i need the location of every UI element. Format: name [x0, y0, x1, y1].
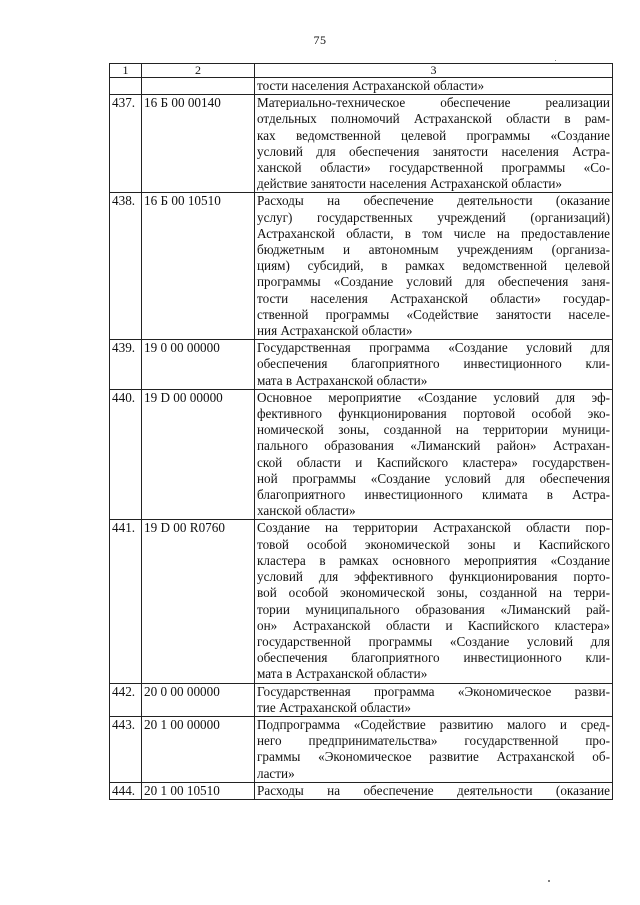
desc-line: он» Астраханской области и Каспийского кластера» [257, 617, 610, 633]
column-header-3: 3 [255, 64, 613, 78]
page-number: 75 [313, 33, 327, 47]
desc-line: пального образования «Лиманский район» Астрахан- [257, 438, 610, 454]
desc-line: ханской области» [257, 503, 356, 519]
desc-line: Создание на территории Астраханской области пор- [257, 520, 610, 536]
continuation-desc-cell [255, 78, 613, 95]
desc-line: Основное мероприятие «Создание условий для эф- [257, 389, 610, 405]
desc-line: тости населения Астраханской области» [257, 78, 485, 93]
row-number: 441. [110, 520, 142, 683]
desc-line: циям) субсидий, в рамках ведомственной целевой [257, 258, 610, 274]
desc-line: мата в Астраханской области» [257, 666, 428, 682]
desc-line: государственной программы «Создание условий для [257, 633, 610, 649]
desc-line: бюджетным и автономным учреждениям (организа- [257, 242, 610, 258]
row-code: 16 Б 00 00140 [142, 95, 255, 193]
desc-line: услуг) государственных учреждений (организаций) [257, 209, 610, 225]
continuation-row [110, 78, 613, 95]
row-number: 437. [110, 95, 142, 193]
row-code: 16 Б 00 10510 [142, 193, 255, 340]
row-description [255, 782, 613, 799]
scan-speck [555, 60, 556, 61]
row-number: 439. [110, 340, 142, 390]
desc-line: отдельных полномочий Астраханской области в рам- [257, 111, 610, 127]
desc-line: мата в Астраханской области» [257, 372, 428, 388]
desc-line: ской области и Каспийского кластера» государствен- [257, 454, 610, 470]
row-number: 438. [110, 193, 142, 340]
desc-line: программы «Создание условий для обеспечения заня- [257, 274, 610, 290]
desc-line: обеспечения благоприятного инвестиционного кли- [257, 650, 610, 666]
table-row [110, 95, 613, 193]
desc-line: тие Астраханской области» [257, 699, 411, 715]
row-number: 442. [110, 683, 142, 716]
row-code: 19 D 00 00000 [142, 389, 255, 520]
row-description [255, 520, 613, 683]
desc-line: Подпрограмма «Содействие развитию малого и сред- [257, 716, 610, 732]
desc-line: ках ведомственной целевой программы «Создание [257, 127, 610, 143]
desc-line: Расходы на обеспечение деятельности (оказание [257, 193, 610, 209]
desc-line: кластера в рамках основного мероприятия «Создание [257, 552, 610, 568]
desc-line: тории муниципального образования «Лиманский рай- [257, 601, 610, 617]
desc-line: обеспечения благоприятного инвестиционного кли- [257, 356, 610, 372]
table-row [110, 389, 613, 520]
desc-line: тости населения Астраханской области» государ- [257, 290, 610, 306]
scan-speck [548, 880, 550, 882]
desc-line: ной программы «Создание условий для обеспечения [257, 470, 610, 486]
desc-line: ственной программы «Содействие занятости населе- [257, 306, 610, 322]
table-row [110, 782, 613, 799]
table-row [110, 340, 613, 390]
row-code: 20 1 00 00000 [142, 716, 255, 782]
desc-line: условий для обеспечения занятости населения Астра- [257, 143, 610, 159]
row-code: 19 0 00 00000 [142, 340, 255, 390]
column-header-2: 2 [142, 64, 255, 78]
row-number: 440. [110, 389, 142, 520]
row-code: 19 D 00 R0760 [142, 520, 255, 683]
desc-line: Расходы на обеспечение деятельности (оказание [257, 782, 610, 798]
desc-line: Астраханской области, в том числе на предоставление [257, 225, 610, 241]
row-description [255, 193, 613, 340]
row-description [255, 95, 613, 193]
desc-line: Государственная программа «Экономическое разви- [257, 683, 610, 699]
table-row [110, 716, 613, 782]
desc-line: Материально-техническое обеспечение реализации [257, 95, 610, 111]
row-description [255, 389, 613, 520]
budget-table [109, 63, 613, 800]
desc-line: ласти» [257, 765, 295, 781]
desc-line: фективного функционирования портовой особой эко- [257, 406, 610, 422]
row-description [255, 340, 613, 390]
desc-line: товой особой экономической зоны и Каспийского [257, 536, 610, 552]
table-header-row [110, 64, 613, 78]
continuation-code-cell [142, 78, 255, 95]
desc-line: ния Астраханской области» [257, 323, 413, 339]
desc-line: номической зоны, созданной на территории муници- [257, 422, 610, 438]
row-number: 444. [110, 782, 142, 799]
desc-line: условий для эффективного функционирования порто- [257, 569, 610, 585]
column-header-1: 1 [110, 64, 142, 78]
table-row [110, 683, 613, 716]
continuation-num-cell [110, 78, 142, 95]
table-row [110, 520, 613, 683]
desc-line: ханской области» государственной программы «Со- [257, 160, 610, 176]
desc-line: благоприятного инвестиционного климата в Астра- [257, 487, 610, 503]
row-description [255, 716, 613, 782]
table-row [110, 193, 613, 340]
row-code: 20 0 00 00000 [142, 683, 255, 716]
row-description [255, 683, 613, 716]
desc-line: действие занятости населения Астраханской области» [257, 176, 562, 192]
row-number: 443. [110, 716, 142, 782]
desc-line: вой особой экономической зоны, созданной на терри- [257, 585, 610, 601]
desc-line: граммы «Экономическое развитие Астраханской об- [257, 749, 610, 765]
desc-line: Государственная программа «Создание условий для [257, 340, 610, 356]
table-body [110, 78, 613, 800]
desc-line: него предпринимательства» государственной про- [257, 733, 610, 749]
row-code: 20 1 00 10510 [142, 782, 255, 799]
